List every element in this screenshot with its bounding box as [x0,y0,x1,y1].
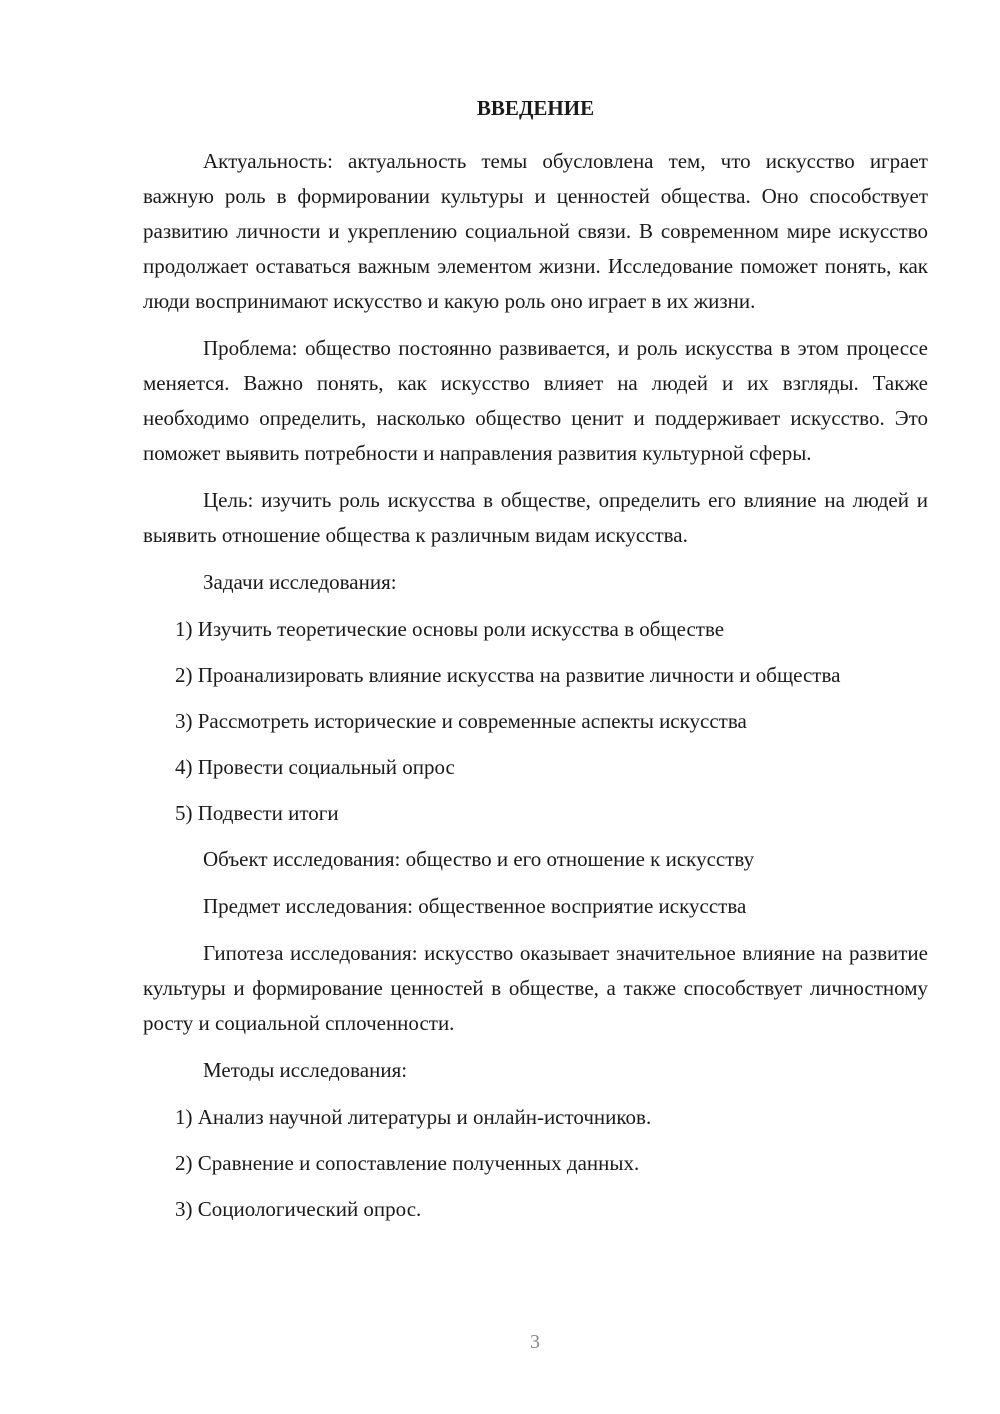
document-page [143,92,928,1238]
method-item: 1) Анализ научной литературы и онлайн-источников. [175,1104,652,1129]
paragraph-methods-title: Методы исследования: [203,1057,408,1082]
paragraph-goal: Цель: изучить роль искусства в обществе, определить его влияние на людей и выявить отношение общества к различным видам искусства. [143,487,928,547]
task-item: 1) Изучить теоретические основы роли искусства в обществе [175,616,725,641]
task-item: 5) Подвести итоги [175,800,339,825]
section-heading: ВВЕДЕНИЕ [476,96,595,120]
paragraph-tasks-title: Задачи исследования: [203,569,397,594]
paragraph-hypothesis: Гипотеза исследования: искусство оказывает значительное влияние на развитие культуры и формирование ценностей в обществе, а также способствует личностному росту и социальной сплоченности. [143,940,928,1035]
task-item: 3) Рассмотреть исторические и современные аспекты искусства [175,708,747,733]
task-item: 4) Провести социальный опрос [175,754,455,779]
paragraph-object: Объект исследования: общество и его отношение к искусству [203,846,755,871]
paragraph-problem: Проблема: общество постоянно развивается, и роль искусства в этом процессе меняется. Важно понять, как искусство влияет на людей и их взгляды. Также необходимо определить, насколько общество ценит и поддерживает искусство. Это поможет выявить потребности и направления развития культурной сферы. [143,335,928,465]
paragraph-subject: Предмет исследования: общественное восприятие искусства [203,893,747,918]
page-number: 3 [530,1331,540,1353]
method-item: 2) Сравнение и сопоставление полученных данных. [175,1150,640,1175]
task-item: 2) Проанализировать влияние искусства на развитие личности и общества [175,662,841,687]
method-item: 3) Социологический опрос. [175,1196,422,1221]
paragraph-relevance: Актуальность: актуальность темы обусловлена тем, что искусство играет важную роль в формировании культуры и ценностей общества. Оно способствует развитию личности и укреплению социальной связи. В современном мире искусство продолжает оставаться важным элементом жизни. Исследование поможет понять, как люди воспринимают искусство и какую роль оно играет в их жизни. [143,148,928,313]
